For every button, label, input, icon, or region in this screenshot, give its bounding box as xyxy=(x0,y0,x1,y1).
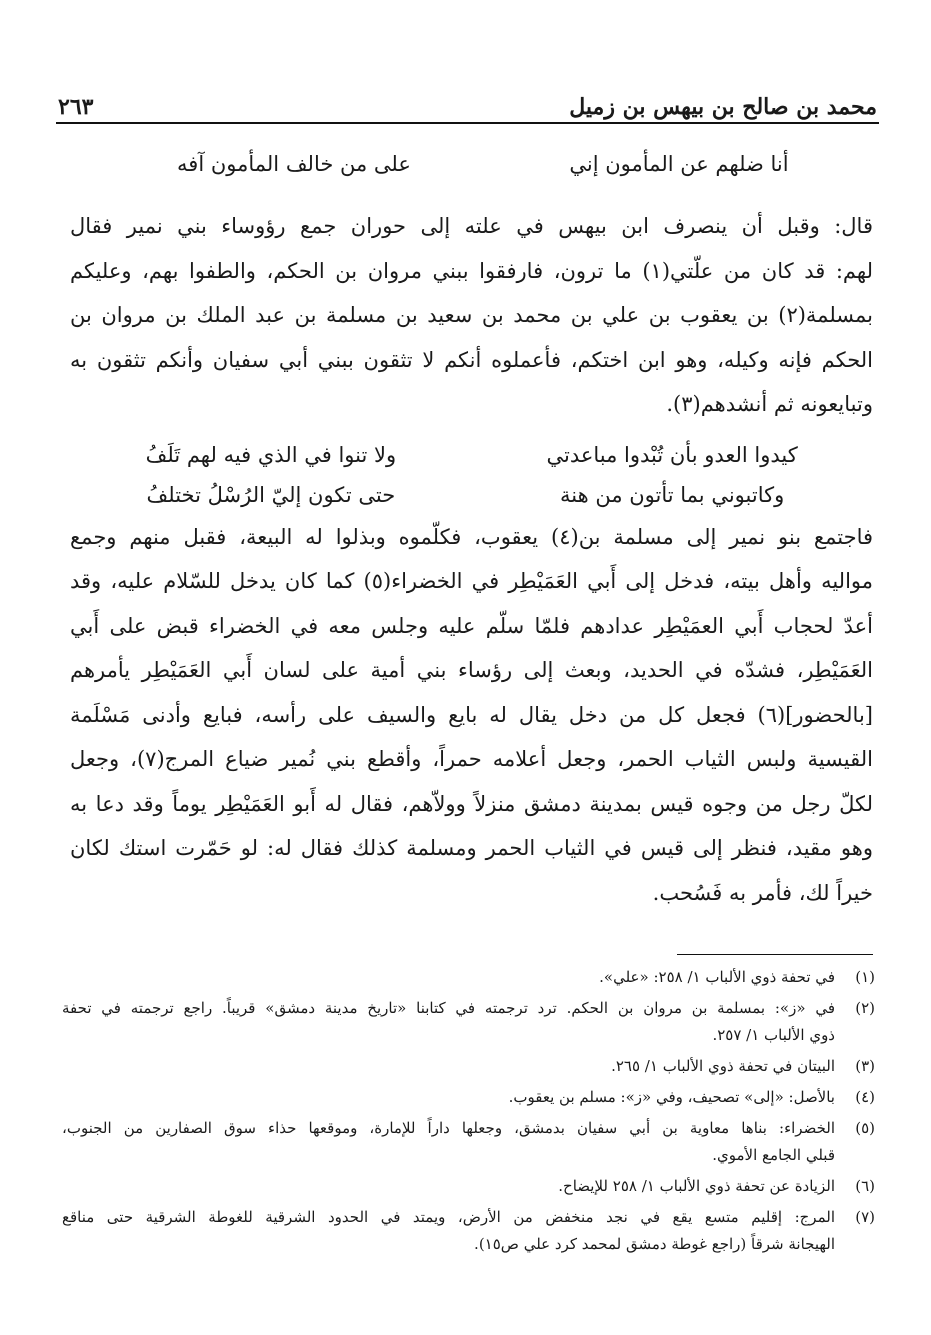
verse-line xyxy=(100,435,843,475)
header-title: محمد بن صالح بن بيهس بن زميل xyxy=(569,94,877,120)
text-line: أعدّ لحجاب أَبي العمَيْطِر عدادهم فلمّا سلّم عليه وجلس معه في الخضراء قبض على أَبي xyxy=(70,613,873,638)
footnote xyxy=(62,1173,875,1200)
running-header xyxy=(58,84,877,120)
footnote xyxy=(62,1084,875,1111)
footnote-text xyxy=(62,1053,835,1080)
footnote-line: الهيجانة شرقاً (راجع غوطة دمشق لمحمد كرد علي ص١٥). xyxy=(474,1235,835,1253)
verse-hemistich-right: كيدوا العدو بأن تُبْدوا مباعدتي xyxy=(546,442,798,467)
text-line: خيراً لك، فأمر به فَسُحب. xyxy=(652,880,873,905)
text-line: فاجتمع بنو نمير إلى مسلمة بن(٤) يعقوب، فكلّموه وبذلوا له البيعة، فقبل منهم وجمع xyxy=(70,524,874,549)
verse-hemistich-left: ولا تنوا في الذي فيه لهم تَلَفُ xyxy=(145,442,397,467)
text-line: لهم: قد كان من علّتي(١) ما ترون، فارفقوا ببني مروان بن الحكم، والطفوا بهم، وعليكم xyxy=(70,258,873,283)
footnote-number: (٢) xyxy=(855,999,875,1017)
text-line: [بالحضور](٦) فجعل كل من دخل يقال له بايع والسيف على رأسه، فبايع وأدنى مَسْلَمة xyxy=(70,702,873,727)
footnote xyxy=(62,1204,875,1258)
footnote xyxy=(62,964,875,991)
footnote-text xyxy=(62,995,835,1049)
footnote-text xyxy=(62,1084,835,1111)
header-rule xyxy=(56,122,879,124)
poem-verses xyxy=(70,435,873,515)
text-line: بمسلمة(٢) بن يعقوب بن علي بن محمد بن سعيد بن مسلمة بن عبد الملك بن مروان بن xyxy=(70,303,873,327)
footnote-line: المرج: إقليم متسع يقع في نجد منخفض من الأرض، ويمتد في الحدود الشرقية للغوطة الشرقية حتى مناقع xyxy=(62,1208,835,1226)
verse-line xyxy=(130,152,843,176)
footnote-number: (١) xyxy=(855,968,875,986)
footnote xyxy=(62,1053,875,1080)
footnote-text xyxy=(62,1204,835,1258)
verse-hemistich-left: حتى تكون إليّ الرُسْلُ تختلفُ xyxy=(146,482,396,507)
footnote-line: البيتان في تحفة ذوي الألباب ١/ ٢٦٥. xyxy=(611,1057,835,1075)
text-line: قال: وقبل أن ينصرف ابن بيهس في علته إلى حوران جمع رؤوساء بني نمير فقال xyxy=(70,214,873,238)
poem-verse xyxy=(70,148,873,204)
footnote-number: (٥) xyxy=(855,1119,875,1137)
footnotes xyxy=(62,964,875,1262)
footnote-line: الزيادة عن تحفة ذوي الألباب ١/ ٢٥٨ للإيضاح. xyxy=(558,1177,835,1195)
text-line: مواليه وأهل بيته، فدخل إلى أَبي العَمَيْطِر في الخضراء(٥) كما كان يدخل للسّلام عليه، وقد xyxy=(70,569,874,593)
footnote-line: ذوي الألباب ١/ ٢٥٧. xyxy=(712,1026,835,1044)
verse-hemistich-right: أنا ضلهم عن المأمون إني xyxy=(569,152,789,176)
page-number: ٢٦٣ xyxy=(58,94,94,120)
footnote-text xyxy=(62,1173,835,1200)
text-line: وهو مقيد، فنظر إلى قيس في الثياب الحمر ومسلمة كذلك فقال له: لو حَمّرت استك لكان xyxy=(70,836,873,860)
footnote-number: (٦) xyxy=(855,1177,875,1195)
footnote-line: بالأصل: «إلى» تصحيف، وفي «ز»: مسلم بن يعقوب. xyxy=(508,1088,835,1106)
paragraph-2 xyxy=(70,515,873,916)
footnote-text xyxy=(62,964,835,991)
text-line: وتبايعونه ثم أنشدهم(٣). xyxy=(666,392,873,416)
verse-hemistich-left: على من خالف المأمون آفه xyxy=(177,152,411,176)
verse-hemistich-right: وكاتبوني بما تأتون من هنة xyxy=(559,482,785,507)
footnote-line: الخضراء: بناها معاوية بن أبي سفيان بدمشق، وجعلها داراً للإمارة، وموقعها حذاء سوق الصفارين من الجنوب، xyxy=(62,1119,835,1137)
text-line: القيسية ولبس الثياب الحمر، وجعل أعلامه حمراً، وأقطع بني نُمير ضياع المرج(٧)، وجعل xyxy=(70,747,873,771)
footnote xyxy=(62,1115,875,1169)
verse-line xyxy=(100,475,843,515)
footnote-line: في «ز»: بمسلمة بن مروان بن الحكم. ترد ترجمته في كتابنا «تاريخ مدينة دمشق» قريباً. راجع ترجمته في تحفة xyxy=(62,999,835,1017)
footnote-number: (٤) xyxy=(855,1088,875,1106)
footnote-line: قبلي الجامع الأموي. xyxy=(712,1146,835,1164)
text-line: العَمَيْطِر، فشدّه في الحديد، وبعث إلى رؤساء بني أمية على لسان أَبي العَمَيْطِر يأمرهم xyxy=(70,658,873,682)
main-text xyxy=(70,148,873,915)
footnote-number: (٣) xyxy=(855,1057,875,1075)
text-line: لكلّ رجل من وجوه قيس بمدينة دمشق منزلاً وولاّهم، فقال له أَبو العَمَيْطِر يوماً وقد دعا به xyxy=(70,791,873,816)
footnote-rule xyxy=(677,954,873,955)
paragraph-1 xyxy=(70,204,873,427)
footnote-text xyxy=(62,1115,835,1169)
footnote-line: في تحفة ذوي الألباب ١/ ٢٥٨: «علي». xyxy=(599,968,835,986)
footnote-number: (٧) xyxy=(855,1208,875,1226)
text-line: الحكم فإنه وكيله، وهو ابن اختكم، فأعملوه أنكم لا تثقون ببني أبي سفيان وأنكم تثقون به xyxy=(70,347,873,372)
footnote xyxy=(62,995,875,1049)
